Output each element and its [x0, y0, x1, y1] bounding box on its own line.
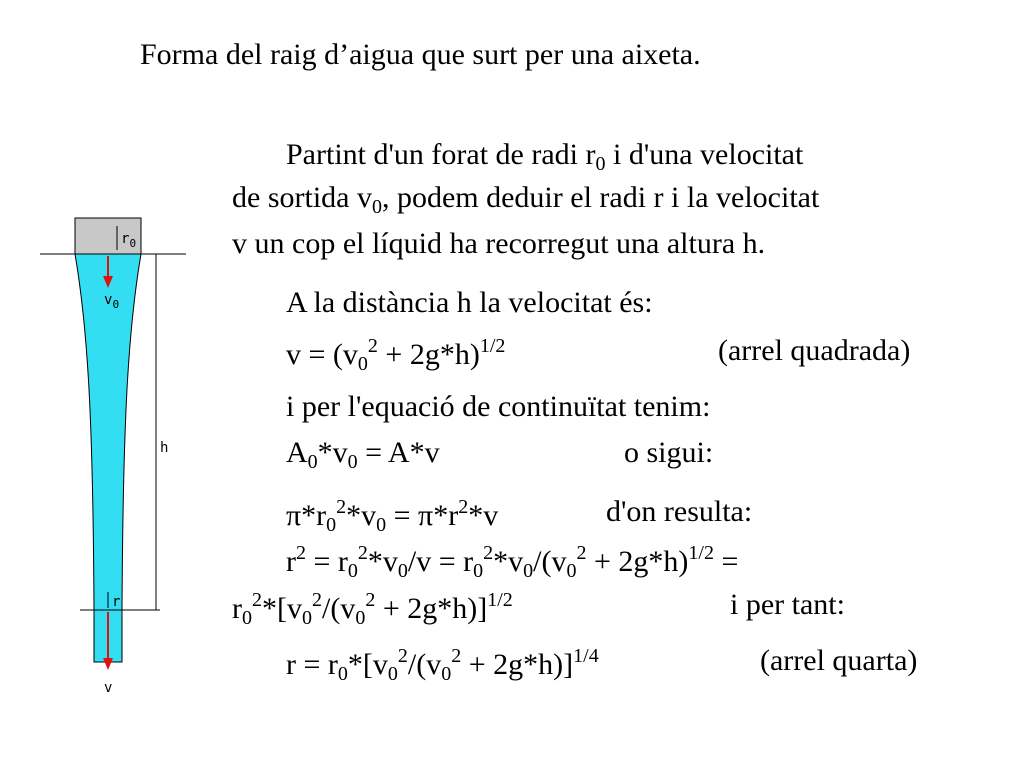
derivation-line-4: $r = r_0*[v_0^2/(v_0^2 + 2g*h)]^{1/4}$ (arrel quarta): [286, 644, 918, 685]
derivation-line-3: $r_0^2*[v_0^2/(v_0^2 + 2g*h)]^{1/2}$ i per tant:: [232, 588, 845, 629]
paragraph-line-1: Partint d'un forat de radi $r_0$ i d'una velocitat: [286, 138, 804, 175]
derivation-note-4: (arrel quarta): [760, 644, 918, 677]
label-r: r: [112, 594, 121, 610]
derivation-line-2: $r^2 = r_0^2*v_0/v = r_0^2*v_0/(v_0^2 + 2g*h)^{1/2}$ =: [286, 542, 739, 582]
v-arrow-head-icon: [103, 658, 113, 670]
label-v: v: [104, 680, 113, 696]
continuity-intro: i per l'equació de continuïtat tenim:: [286, 390, 711, 423]
water-jet-diagram: [0, 0, 220, 768]
velocity-note: (arrel quadrada): [718, 334, 911, 367]
page-title: Forma del raig d’aigua que surt per una aixeta.: [140, 38, 701, 71]
paragraph-line-2: de sortida $v_0$, podem deduir el radi r i la velocitat: [232, 181, 820, 218]
derivation-note-1: d'on resulta:: [606, 495, 753, 528]
velocity-intro: A la distància h la velocitat és:: [286, 286, 653, 319]
derivation-line-1: $\pi*r_0^2*v_0 = \pi*r^2*v$ d'on resulta:: [286, 495, 753, 536]
continuity-equation: $A_0*v_0 = A*v$ o sigui:: [286, 436, 714, 473]
label-r0: $r_0$: [121, 231, 137, 250]
label-v0: $v_0$: [104, 292, 120, 311]
paragraph-line-3: v un cop el líquid ha recorregut una altura h.: [232, 227, 766, 260]
label-h: h: [160, 440, 169, 456]
velocity-equation: $v = (v_0^2 + 2g*h)^{1/2}$ (arrel quadrada): [286, 334, 911, 375]
continuity-note: o sigui:: [624, 436, 714, 469]
derivation-note-3: i per tant:: [730, 588, 845, 621]
